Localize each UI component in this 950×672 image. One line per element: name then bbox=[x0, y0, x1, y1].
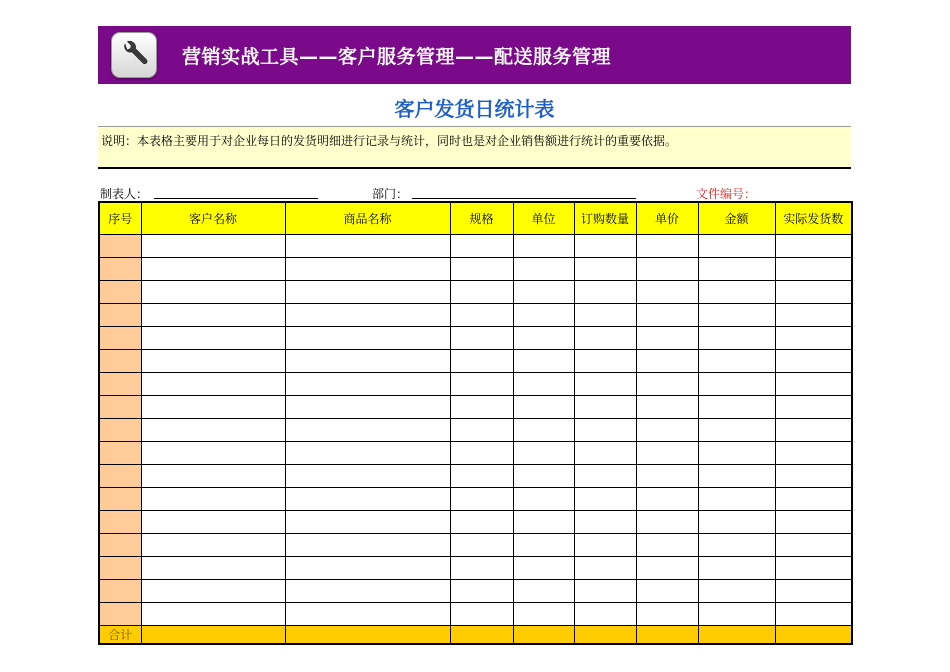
table-row bbox=[99, 258, 852, 281]
table-cell[interactable] bbox=[285, 580, 450, 603]
col-header-shipped-qty: 实际发货数 bbox=[775, 202, 852, 235]
table-cell[interactable] bbox=[574, 511, 636, 534]
table-cell[interactable] bbox=[513, 304, 574, 327]
table-cell[interactable] bbox=[698, 557, 775, 580]
table-cell[interactable] bbox=[141, 281, 285, 304]
table-cell[interactable] bbox=[285, 304, 450, 327]
table-cell[interactable] bbox=[574, 373, 636, 396]
table-cell[interactable] bbox=[698, 442, 775, 465]
seq-cell[interactable] bbox=[99, 235, 141, 258]
table-cell[interactable] bbox=[775, 534, 852, 557]
file-no-field[interactable] bbox=[758, 198, 851, 199]
banner-title: 营销实战工具——客户服务管理——配送服务管理 bbox=[182, 45, 612, 68]
table-cell[interactable] bbox=[698, 350, 775, 373]
table-row bbox=[99, 534, 852, 557]
table-cell[interactable] bbox=[775, 304, 852, 327]
table-cell[interactable] bbox=[574, 419, 636, 442]
table-cell[interactable] bbox=[450, 488, 513, 511]
file-no-label: 文件编号： bbox=[696, 187, 757, 201]
col-header-unit: 单位 bbox=[513, 202, 574, 235]
table-cell[interactable] bbox=[285, 281, 450, 304]
table-cell[interactable] bbox=[285, 373, 450, 396]
table-cell[interactable] bbox=[285, 419, 450, 442]
table-cell[interactable] bbox=[636, 580, 698, 603]
table-cell[interactable] bbox=[450, 235, 513, 258]
table-cell[interactable] bbox=[141, 557, 285, 580]
table-cell[interactable] bbox=[698, 258, 775, 281]
table-cell[interactable] bbox=[513, 373, 574, 396]
seq-cell[interactable] bbox=[99, 534, 141, 557]
table-cell[interactable] bbox=[285, 511, 450, 534]
table-cell[interactable] bbox=[574, 488, 636, 511]
seq-cell[interactable] bbox=[99, 488, 141, 511]
table-cell[interactable] bbox=[698, 488, 775, 511]
table-row bbox=[99, 442, 852, 465]
table-cell[interactable] bbox=[574, 626, 636, 645]
seq-cell[interactable] bbox=[99, 281, 141, 304]
table-cell[interactable] bbox=[285, 327, 450, 350]
table-cell[interactable] bbox=[636, 465, 698, 488]
table-cell[interactable] bbox=[285, 396, 450, 419]
table-cell[interactable] bbox=[450, 603, 513, 626]
table-cell[interactable] bbox=[141, 304, 285, 327]
seq-cell[interactable] bbox=[99, 258, 141, 281]
seq-cell[interactable] bbox=[99, 419, 141, 442]
table-cell[interactable] bbox=[141, 258, 285, 281]
table-cell[interactable] bbox=[574, 281, 636, 304]
table-cell[interactable] bbox=[513, 235, 574, 258]
instructions-note: 说明：本表格主要用于对企业每日的发货明细进行记录与统计，同时也是对企业销售额进行统计的重要依据。 bbox=[98, 127, 851, 169]
seq-cell[interactable] bbox=[99, 350, 141, 373]
table-cell[interactable] bbox=[698, 603, 775, 626]
table-cell[interactable] bbox=[141, 488, 285, 511]
table-cell[interactable] bbox=[574, 557, 636, 580]
col-header-customer: 客户名称 bbox=[141, 202, 285, 235]
col-header-spec: 规格 bbox=[450, 202, 513, 235]
table-cell[interactable] bbox=[450, 465, 513, 488]
table-cell[interactable] bbox=[775, 396, 852, 419]
table-cell[interactable] bbox=[450, 281, 513, 304]
table-cell[interactable] bbox=[636, 304, 698, 327]
table-cell[interactable] bbox=[141, 603, 285, 626]
seq-cell[interactable] bbox=[99, 557, 141, 580]
table-cell[interactable] bbox=[285, 603, 450, 626]
table-cell[interactable] bbox=[698, 235, 775, 258]
table-cell[interactable] bbox=[513, 442, 574, 465]
table-cell[interactable] bbox=[513, 419, 574, 442]
table-cell[interactable] bbox=[285, 258, 450, 281]
table-cell[interactable] bbox=[775, 419, 852, 442]
table-cell[interactable] bbox=[513, 258, 574, 281]
table-cell[interactable] bbox=[513, 580, 574, 603]
col-header-price: 单价 bbox=[636, 202, 698, 235]
table-row bbox=[99, 396, 852, 419]
wrench-icon bbox=[111, 32, 157, 78]
header-banner bbox=[98, 26, 851, 84]
table-cell[interactable] bbox=[775, 557, 852, 580]
table-cell[interactable] bbox=[450, 626, 513, 645]
dept-label: 部门： bbox=[372, 187, 409, 201]
table-cell[interactable] bbox=[698, 580, 775, 603]
table-cell[interactable] bbox=[775, 465, 852, 488]
table-cell[interactable] bbox=[141, 465, 285, 488]
shipment-table bbox=[98, 201, 853, 645]
table-cell[interactable] bbox=[285, 557, 450, 580]
table-row bbox=[99, 419, 852, 442]
table-cell[interactable] bbox=[574, 580, 636, 603]
table-cell[interactable] bbox=[450, 511, 513, 534]
table-row bbox=[99, 350, 852, 373]
table-cell[interactable] bbox=[636, 488, 698, 511]
table-cell[interactable] bbox=[513, 603, 574, 626]
col-header-amount: 金额 bbox=[698, 202, 775, 235]
table-cell[interactable] bbox=[574, 534, 636, 557]
table-row bbox=[99, 488, 852, 511]
maker-label: 制表人： bbox=[100, 187, 149, 201]
table-body bbox=[99, 235, 852, 626]
table-cell[interactable] bbox=[775, 626, 852, 645]
table-cell[interactable] bbox=[450, 327, 513, 350]
table-cell[interactable] bbox=[141, 327, 285, 350]
table-cell[interactable] bbox=[141, 396, 285, 419]
col-header-product: 商品名称 bbox=[285, 202, 450, 235]
table-cell[interactable] bbox=[513, 281, 574, 304]
table-cell[interactable] bbox=[574, 396, 636, 419]
table-cell[interactable] bbox=[775, 442, 852, 465]
table-cell[interactable] bbox=[141, 350, 285, 373]
table-cell[interactable] bbox=[450, 557, 513, 580]
table-cell[interactable] bbox=[285, 534, 450, 557]
table-row bbox=[99, 327, 852, 350]
table-cell[interactable] bbox=[636, 534, 698, 557]
table-cell[interactable] bbox=[450, 534, 513, 557]
table-cell[interactable] bbox=[698, 465, 775, 488]
table-cell[interactable] bbox=[450, 258, 513, 281]
table-cell[interactable] bbox=[574, 327, 636, 350]
table-cell[interactable] bbox=[636, 396, 698, 419]
seq-cell[interactable] bbox=[99, 327, 141, 350]
table-cell[interactable] bbox=[450, 350, 513, 373]
table-cell[interactable] bbox=[513, 534, 574, 557]
table-cell[interactable] bbox=[775, 258, 852, 281]
col-header-seq: 序号 bbox=[99, 202, 141, 235]
table-cell[interactable] bbox=[574, 258, 636, 281]
maker-field[interactable] bbox=[154, 198, 318, 199]
seq-cell[interactable] bbox=[99, 603, 141, 626]
table-cell[interactable] bbox=[141, 235, 285, 258]
table-cell[interactable] bbox=[513, 488, 574, 511]
table-cell[interactable] bbox=[513, 465, 574, 488]
table-cell[interactable] bbox=[636, 350, 698, 373]
table-cell[interactable] bbox=[636, 235, 698, 258]
table-cell[interactable] bbox=[775, 603, 852, 626]
table-cell[interactable] bbox=[513, 557, 574, 580]
table-cell[interactable] bbox=[636, 557, 698, 580]
table-cell[interactable] bbox=[450, 419, 513, 442]
table-cell[interactable] bbox=[285, 442, 450, 465]
seq-cell[interactable] bbox=[99, 373, 141, 396]
table-cell[interactable] bbox=[574, 304, 636, 327]
table-cell[interactable] bbox=[636, 258, 698, 281]
table-cell[interactable] bbox=[141, 511, 285, 534]
table-cell[interactable] bbox=[775, 373, 852, 396]
meta-row bbox=[98, 185, 851, 201]
table-cell[interactable] bbox=[636, 281, 698, 304]
table-cell[interactable] bbox=[636, 373, 698, 396]
table-cell[interactable] bbox=[513, 327, 574, 350]
table-cell[interactable] bbox=[636, 511, 698, 534]
table-row bbox=[99, 557, 852, 580]
table-cell[interactable] bbox=[775, 488, 852, 511]
table-cell[interactable] bbox=[698, 304, 775, 327]
table-cell[interactable] bbox=[574, 350, 636, 373]
table-cell[interactable] bbox=[698, 419, 775, 442]
table-row bbox=[99, 603, 852, 626]
table-cell[interactable] bbox=[513, 396, 574, 419]
seq-cell[interactable] bbox=[99, 580, 141, 603]
table-cell[interactable] bbox=[775, 327, 852, 350]
table-cell[interactable] bbox=[285, 350, 450, 373]
seq-cell[interactable] bbox=[99, 511, 141, 534]
table-header-row bbox=[99, 202, 852, 235]
table-cell[interactable] bbox=[141, 442, 285, 465]
table-cell[interactable] bbox=[513, 626, 574, 645]
table-cell[interactable] bbox=[574, 442, 636, 465]
table-cell[interactable] bbox=[574, 465, 636, 488]
table-cell[interactable] bbox=[285, 626, 450, 645]
table-cell[interactable] bbox=[285, 465, 450, 488]
table-cell[interactable] bbox=[698, 373, 775, 396]
table-cell[interactable] bbox=[574, 603, 636, 626]
seq-cell[interactable] bbox=[99, 465, 141, 488]
table-cell[interactable] bbox=[636, 327, 698, 350]
table-cell[interactable] bbox=[636, 626, 698, 645]
title-row bbox=[98, 88, 851, 127]
document-title: 客户发货日统计表 bbox=[394, 96, 555, 121]
table-row bbox=[99, 304, 852, 327]
seq-cell[interactable] bbox=[99, 304, 141, 327]
table-cell[interactable] bbox=[574, 235, 636, 258]
total-row bbox=[99, 626, 852, 645]
table-cell[interactable] bbox=[698, 511, 775, 534]
table-cell[interactable] bbox=[450, 304, 513, 327]
table-cell[interactable] bbox=[450, 442, 513, 465]
table-cell[interactable] bbox=[141, 626, 285, 645]
table-cell[interactable] bbox=[513, 350, 574, 373]
table-cell[interactable] bbox=[450, 396, 513, 419]
table-cell[interactable] bbox=[285, 235, 450, 258]
table-cell[interactable] bbox=[636, 419, 698, 442]
table-cell[interactable] bbox=[775, 281, 852, 304]
table-cell[interactable] bbox=[450, 373, 513, 396]
table-cell[interactable] bbox=[775, 350, 852, 373]
table-row bbox=[99, 511, 852, 534]
seq-cell[interactable] bbox=[99, 396, 141, 419]
total-label: 合计 bbox=[99, 626, 141, 645]
table-cell[interactable] bbox=[775, 511, 852, 534]
table-cell[interactable] bbox=[698, 534, 775, 557]
table-cell[interactable] bbox=[775, 235, 852, 258]
table-cell[interactable] bbox=[698, 626, 775, 645]
table-cell[interactable] bbox=[775, 580, 852, 603]
table-cell[interactable] bbox=[285, 488, 450, 511]
table-cell[interactable] bbox=[141, 373, 285, 396]
table-cell[interactable] bbox=[698, 327, 775, 350]
table-row bbox=[99, 281, 852, 304]
table-row bbox=[99, 465, 852, 488]
seq-cell[interactable] bbox=[99, 442, 141, 465]
table-cell[interactable] bbox=[698, 396, 775, 419]
table-cell[interactable] bbox=[141, 534, 285, 557]
table-cell[interactable] bbox=[141, 419, 285, 442]
table-cell[interactable] bbox=[636, 442, 698, 465]
table-cell[interactable] bbox=[513, 511, 574, 534]
table-cell[interactable] bbox=[450, 580, 513, 603]
table-cell[interactable] bbox=[636, 603, 698, 626]
table-cell[interactable] bbox=[141, 580, 285, 603]
table-cell[interactable] bbox=[698, 281, 775, 304]
table-row bbox=[99, 235, 852, 258]
table-row bbox=[99, 580, 852, 603]
dept-field[interactable] bbox=[412, 198, 636, 199]
table-row bbox=[99, 373, 852, 396]
col-header-order-qty: 订购数量 bbox=[574, 202, 636, 235]
